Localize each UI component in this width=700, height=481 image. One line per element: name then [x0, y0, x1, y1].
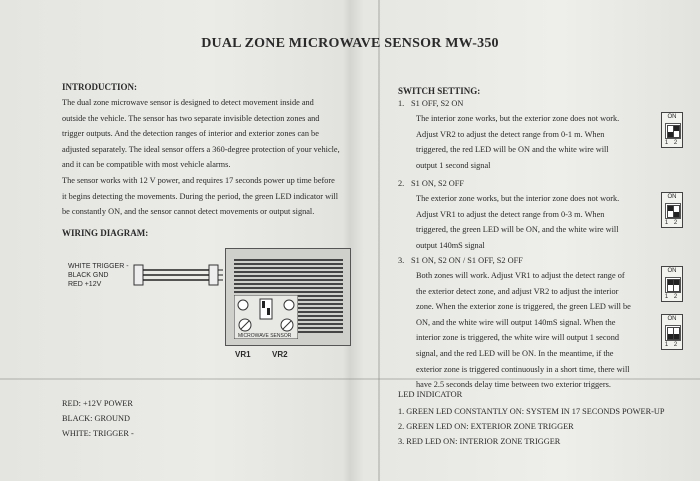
dip-on-label: ON [667, 114, 677, 120]
led-indicator-heading: LED INDICATOR [398, 389, 463, 399]
item-body [416, 268, 631, 393]
item-body [416, 111, 619, 173]
item-line: The interior zone works, but the exterior zone does not work. [416, 114, 620, 123]
intro-line: be constantly ON, and the sensor cannot detect movements or output signal. [62, 207, 315, 217]
dip-switch-icon [661, 192, 683, 228]
item-line: signal, and the red LED will be ON. In the meantime, if the [416, 348, 614, 358]
item-line: exterior zone is triggered continuously in a short time, there will [416, 364, 630, 374]
item-number: 2. [398, 179, 405, 188]
dip-number-label: 1 2 [664, 220, 680, 226]
led-item: 1. GREEN LED CONSTANTLY ON: SYSTEM IN 17 SECONDS POWER-UP [398, 407, 665, 416]
item-line: interior zone is triggered, the white wire will output 1 second [416, 333, 619, 343]
led-item: 2. GREEN LED ON: EXTERIOR ZONE TRIGGER [398, 422, 574, 431]
item-line: triggered, the red LED will be ON and the white wire will [416, 145, 609, 155]
dip-switch-icon [661, 266, 683, 302]
vr2-label: VR2 [272, 350, 288, 359]
item-line: triggered, the green LED will be ON, and the white wire will [416, 225, 619, 235]
intro-line: outside the vehicle. The sensor has two separate invisible detection zones and [62, 113, 320, 123]
intro-line: The dual zone microwave sensor is designed to detect movement inside and [62, 98, 314, 107]
dip-on-label: ON [667, 194, 677, 200]
switch-setting-item-3 [398, 253, 658, 390]
item-line: The exterior zone works, but the interior zone does not work. [416, 194, 620, 203]
item-line: output 140mS signal [416, 240, 485, 250]
item-line: Adjust VR1 to adjust the detect range from 0-3 m. When [416, 209, 605, 219]
switch-setting-item-2 [398, 176, 658, 250]
wire-label-black: BLACK GND [68, 272, 109, 279]
switch-setting-heading: SWITCH SETTING: [398, 86, 481, 96]
dip-on-label: ON [667, 268, 677, 274]
dip-switch-icon [661, 314, 683, 350]
item-line: zone. When the exterior zone is triggered, the green LED will be [416, 302, 631, 312]
connector-cable-icon [133, 264, 223, 288]
item-heading: S1 ON, S2 ON / S1 OFF, S2 OFF [411, 256, 523, 265]
intro-line: trigger outputs. And the detection ranges of interior and exterior zones can be [62, 129, 319, 139]
wire-color-legend [62, 396, 134, 441]
item-line: have 2.5 seconds delay time between two exterior triggers. [416, 380, 611, 390]
intro-line: The sensor works with 12 V power, and requires 17 seconds power up time before [62, 175, 335, 185]
wire-label-red: RED +12V [68, 281, 102, 288]
item-body [416, 191, 619, 253]
item-line: output 1 second signal [416, 160, 491, 170]
dip-number-label: 1 2 [664, 294, 680, 300]
item-number: 1. [398, 99, 405, 108]
item-heading: S1 ON, S2 OFF [411, 179, 465, 188]
legend-white: WHITE: TRIGGER - [62, 429, 134, 438]
item-number: 3. [398, 256, 405, 265]
wiring-heading: WIRING DIAGRAM: [62, 228, 149, 238]
led-item: 3. RED LED ON: INTERIOR ZONE TRIGGER [398, 437, 561, 446]
device-label: MICROWAVE SENSOR [238, 333, 292, 339]
dip-number-label: 1 2 [664, 342, 680, 348]
item-line: Both zones will work. Adjust VR1 to adjust the detect range of [416, 271, 625, 280]
page-title: DUAL ZONE MICROWAVE SENSOR MW-350 [201, 36, 499, 51]
item-heading: S1 OFF, S2 ON [411, 99, 464, 108]
switch-setting-item-1 [398, 96, 658, 170]
item-line: ON, and the white wire will output 140mS signal. When the [416, 317, 616, 327]
legend-black: BLACK: GROUND [62, 414, 130, 423]
dip-switch-icon [661, 112, 683, 148]
introduction-text [62, 95, 340, 220]
wire-labels [68, 262, 129, 289]
intro-line: adjusted separately. The ideal sensor offers a 360-degree protection of your vehicle, [62, 144, 340, 154]
item-line: the exterior detect zone, and adjust VR2 to adjust the interior [416, 286, 619, 296]
dip-number-label: 1 2 [664, 140, 680, 146]
item-line: Adjust VR2 to adjust the detect range from 0-1 m. When [416, 129, 605, 139]
intro-line: it begins detecting the movements. During the period, the green LED indicator will [62, 191, 339, 201]
dip-on-label: ON [667, 316, 677, 322]
sensor-device-illustration [225, 248, 351, 346]
legend-red: RED: +12V POWER [62, 399, 133, 408]
led-indicator-list [398, 404, 664, 449]
wire-label-white: WHITE TRIGGER - [68, 263, 129, 270]
intro-line: and it can be compatible with most vehicle alarms. [62, 160, 231, 170]
vr1-label: VR1 [235, 350, 251, 359]
introduction-heading: INTRODUCTION: [62, 82, 138, 92]
fold-line-vertical [378, 0, 380, 481]
